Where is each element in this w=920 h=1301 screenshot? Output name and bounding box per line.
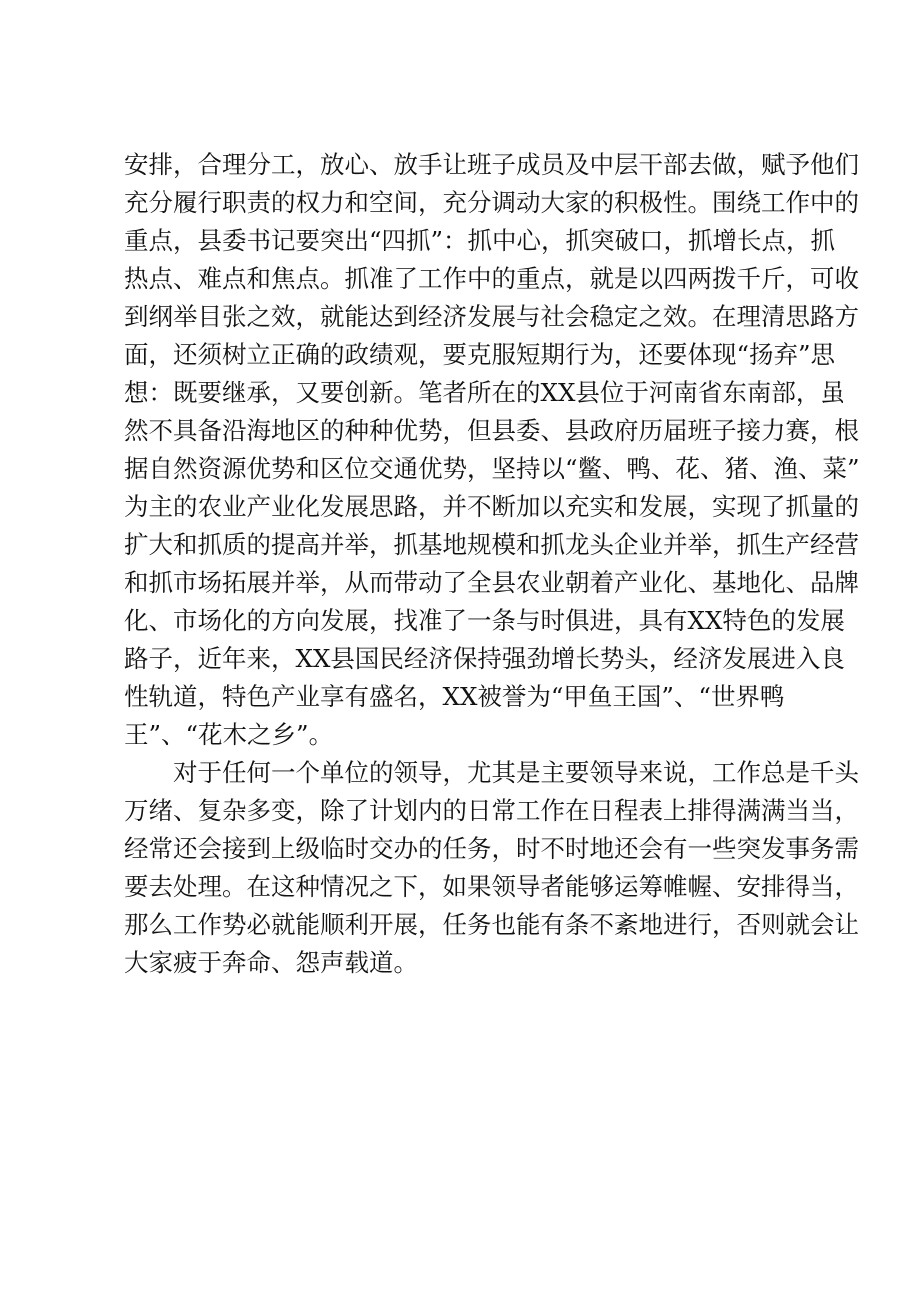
text-line: 热点、难点和焦点。抓准了工作中的重点，就是以四两拨千斤，可收 [124, 264, 859, 293]
text-line: 到纲举目张之效，就能达到经济发展与社会稳定之效。在理清思路方 [124, 302, 859, 331]
text-line: 性轨道，特色产业享有盛名，XX被誉为“甲鱼王国”、“世界鸭 [124, 682, 785, 711]
text-line: 充分履行职责的权力和空间，充分调动大家的积极性。围绕工作中的 [124, 188, 859, 217]
text-line: 重点，县委书记要突出“四抓”：抓中心，抓突破口，抓增长点，抓 [124, 226, 836, 255]
text-line: 要去处理。在这种情况之下，如果领导者能够运筹帷幄、安排得当， [124, 872, 859, 901]
text-line: 化、市场化的方向发展，找准了一条与时俱进，具有XX特色的发展 [124, 606, 845, 635]
document-body [124, 146, 860, 982]
text-line: 和抓市场拓展并举，从而带动了全县农业朝着产业化、基地化、品牌 [124, 568, 859, 597]
text-line: 然不具备沿海地区的种种优势，但县委、县政府历届班子接力赛，根 [124, 416, 859, 445]
text-line: 安排，合理分工，放心、放手让班子成员及中层干部去做，赋予他们 [124, 150, 859, 179]
text-line: 王”、“花木之乡”。 [124, 720, 334, 749]
text-line: 据自然资源优势和区位交通优势，坚持以“鳖、鸭、花、猪、渔、菜” [124, 454, 860, 483]
paragraph-1 [124, 146, 860, 754]
text-line: 大家疲于奔命、怨声载道。 [124, 948, 418, 977]
text-line: 想：既要继承，又要创新。笔者所在的XX县位于河南省东南部，虽 [124, 378, 845, 407]
text-line: 万绪、复杂多变，除了计划内的日常工作在日程表上排得满满当当， [124, 796, 859, 825]
text-line: 路子，近年来，XX县国民经济保持强劲增长势头，经济发展进入良 [124, 644, 845, 673]
text-line: 对于任何一个单位的领导，尤其是主要领导来说，工作总是千头 [173, 758, 859, 787]
text-line: 扩大和抓质的提高并举，抓基地规模和抓龙头企业并举，抓生产经营 [124, 530, 859, 559]
paragraph-2 [124, 754, 859, 982]
text-line: 为主的农业产业化发展思路，并不断加以充实和发展，实现了抓量的 [124, 492, 859, 521]
text-line: 经常还会接到上级临时交办的任务，时不时地还会有一些突发事务需 [124, 834, 859, 863]
text-line: 面，还须树立正确的政绩观，要克服短期行为，还要体现“扬弃”思 [124, 340, 836, 369]
text-line: 那么工作势必就能顺利开展，任务也能有条不紊地进行，否则就会让 [124, 910, 859, 939]
